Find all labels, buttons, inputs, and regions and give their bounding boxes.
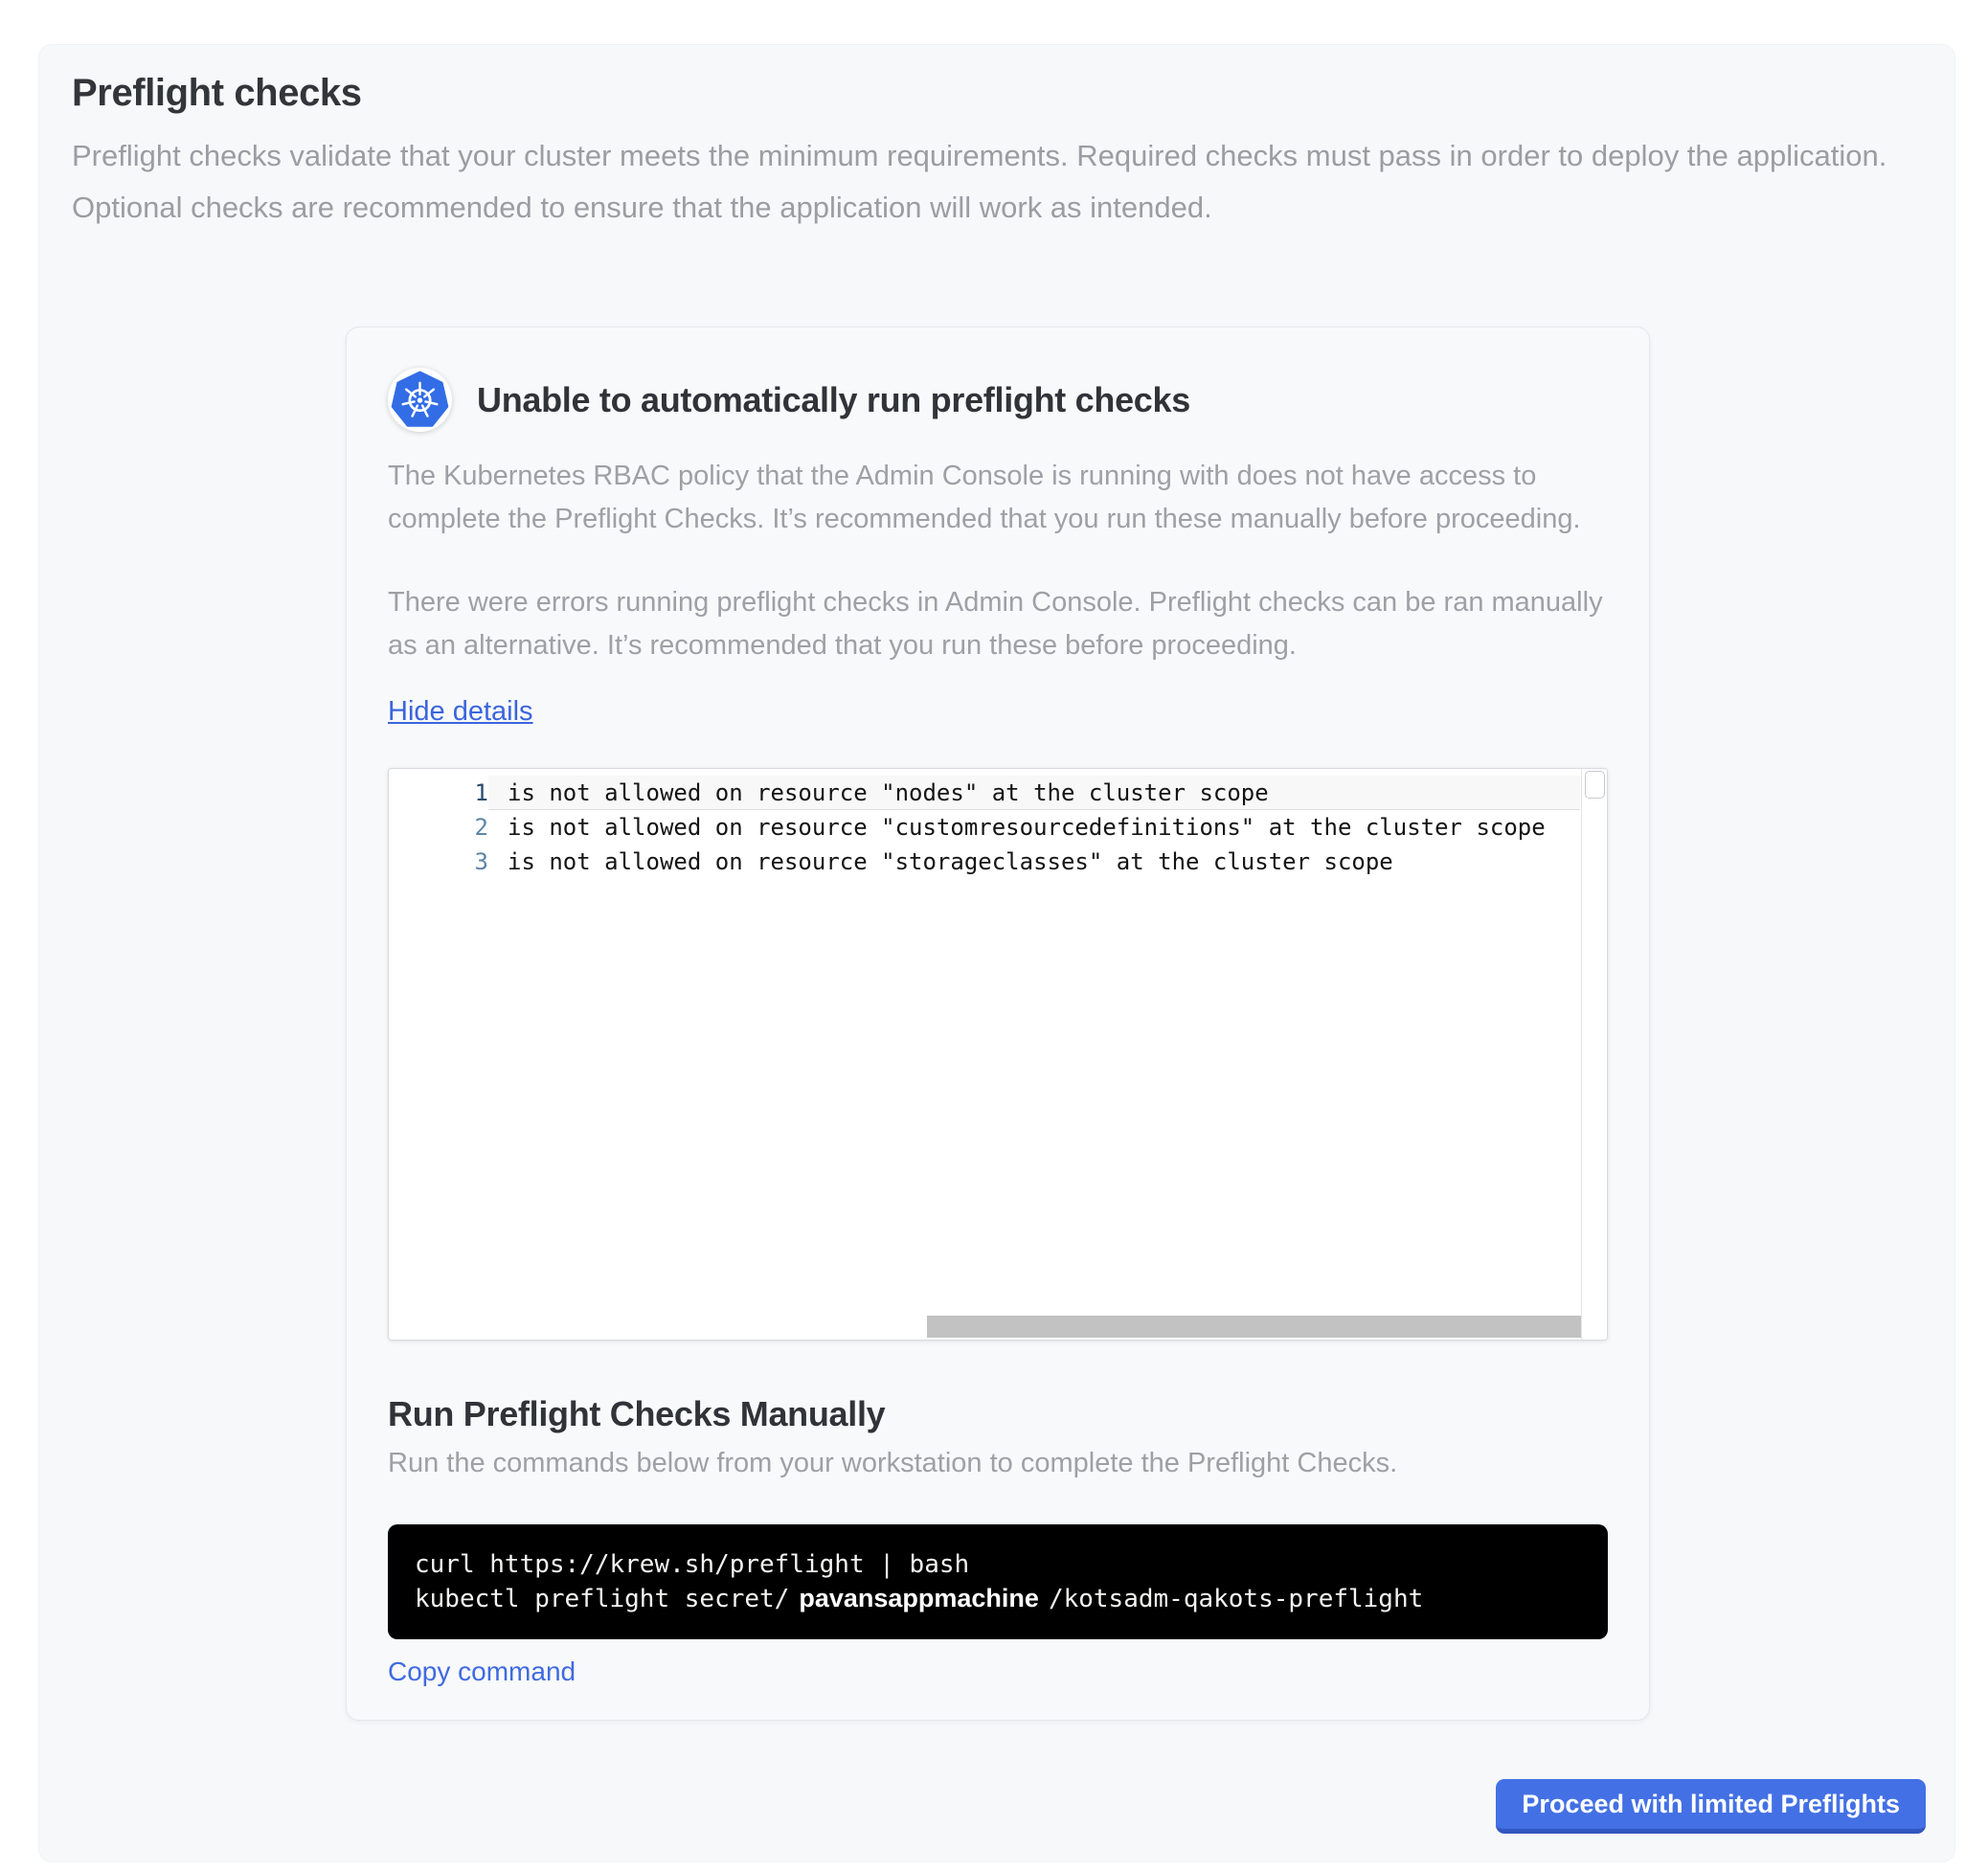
page-subtitle: Preflight checks validate that your cluster meets the minimum requirements. Required checks must pass in order to deploy the application. Optional checks are recommended to ensure that the application will work as intended. (72, 139, 1887, 224)
card-heading: Unable to automatically run preflight checks (477, 379, 1190, 419)
command-suffix: /kotsadm-qakots-preflight (1048, 1585, 1424, 1613)
namespace-value: pavansappmachine (799, 1584, 1039, 1612)
preflight-error-card (346, 327, 1650, 1721)
vertical-scrollbar-track (1581, 769, 1607, 1340)
page-title: Preflight checks (72, 72, 362, 114)
rbac-policy-paragraph: The Kubernetes RBAC policy that the Admin Console is running with does not have access to complete the Preflight Checks. It’s recommended that you run these manually before proceeding. (388, 461, 1581, 534)
editor-line (389, 845, 1607, 879)
preflight-errors-paragraph: There were errors running preflight checks in Admin Console. Preflight checks can be ran manually as an alternative. It’s recommended that you run these before proceeding. (388, 587, 1603, 661)
command-line-2 (415, 1582, 1581, 1616)
line-number: 1 (474, 779, 488, 806)
line-number: 2 (474, 814, 488, 841)
command-block (388, 1524, 1608, 1639)
card-header (388, 368, 1608, 432)
vertical-scrollbar-thumb[interactable] (1585, 771, 1605, 799)
copy-command-link[interactable]: Copy command (388, 1657, 576, 1686)
manual-section-heading: Run Preflight Checks Manually (388, 1394, 886, 1433)
error-log-editor[interactable] (388, 768, 1608, 1341)
line-text: is not allowed on resource "customresourcedefinitions" at the cluster scope (508, 814, 1546, 841)
line-text: is not allowed on resource "storageclasses" at the cluster scope (508, 848, 1393, 875)
editor-line (389, 810, 1607, 845)
editor-line (389, 776, 1607, 810)
editor-lines (389, 769, 1607, 879)
line-text: is not allowed on resource "nodes" at the cluster scope (488, 776, 1580, 810)
proceed-with-limited-preflights-button[interactable]: Proceed with limited Preflights (1496, 1779, 1926, 1834)
hide-details-link[interactable]: Hide details (388, 696, 533, 727)
horizontal-scrollbar-thumb[interactable] (927, 1316, 1581, 1338)
preflight-panel (38, 44, 1955, 1862)
command-prefix: kubectl preflight secret/ (415, 1585, 790, 1613)
manual-section-subtext: Run the commands below from your workstation to complete the Preflight Checks. (388, 1448, 1398, 1478)
line-number: 3 (474, 848, 488, 875)
kubernetes-icon (388, 368, 452, 432)
command-line-1: curl https://krew.sh/preflight | bash (415, 1550, 970, 1579)
